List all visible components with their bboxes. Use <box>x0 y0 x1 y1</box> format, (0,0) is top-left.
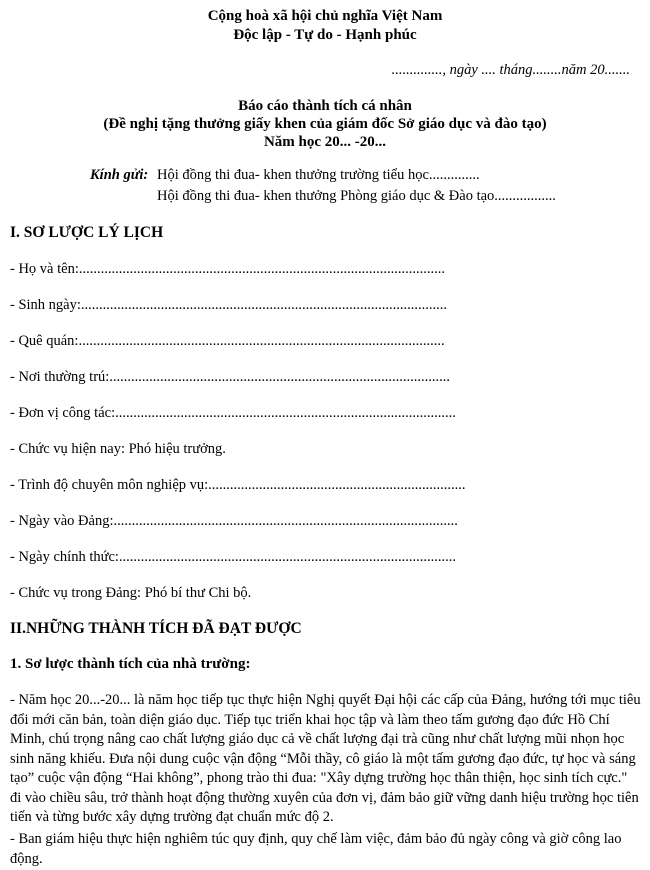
achievement-paragraph-2: - Ban giám hiệu thực hiện nghiêm túc quy định, quy chế làm việc, đảm bảo đủ ngày công và giờ công lao động. <box>10 831 622 867</box>
school-year: Năm học 20... -20... <box>263 134 387 150</box>
field-current-position: - Chức vụ hiện nay: Phó hiệu trưởng. <box>10 441 226 457</box>
section-1-heading: I. SƠ LƯỢC LÝ LỊCH <box>10 224 164 241</box>
field-qualification: - Trình độ chuyên môn nghiệp vụ:....................................................................... <box>10 477 466 493</box>
field-full-name: - Họ và tên:..................................................................................................... <box>10 261 445 277</box>
achievement-paragraph-1: - Năm học 20...-20... là năm học tiếp tục thực hiện Nghị quyết Đại hội các cấp của Đảng, hướng tới mục tiêu đổi mới căn bản, toàn diện giáo dục. Tiếp tục triển khai học tập và làm theo tấm gương đạo đức Hồ Chí Minh, chú trọng nâng cao chất lượng giáo dục cả về chất lượng đại trà cũng như chất lượng mũi nhọn học sinh năng khiếu. Đưa nội dung cuộc vận động “Mỗi thầy, cô giáo là một tấm gương đạo đức, tự học và sáng tạo” cuộc vận động “Hai không”, phong trào thi đua: "Xây dựng trường học thân thiện, học sinh tích cực." đi vào chiều sâu, trở thành hoạt động thường xuyên của đơn vị, đảm bảo giữ vững danh hiệu trường học tiên tiến và từng bước xây dựng trường đạt chuẩn mức độ 2. <box>10 692 641 825</box>
national-motto: Độc lập - Tự do - Hạnh phúc <box>233 27 417 43</box>
recipient-line-2: Hội đồng thi đua- khen thưởng Phòng giáo dục & Đào tạo................. <box>157 188 556 204</box>
recipient-line-1: Hội đồng thi đua- khen thưởng trường tiểu học.............. <box>157 167 480 183</box>
field-residence: - Nơi thường trú:.............................................................................................. <box>10 369 451 385</box>
report-subtitle: (Đề nghị tặng thưởng giấy khen của giám đốc Sở giáo dục và đào tạo) <box>103 116 547 132</box>
field-birth-date: - Sinh ngày:..................................................................................................... <box>10 297 448 313</box>
subsection-1-heading: 1. Sơ lược thành tích của nhà trường: <box>10 656 251 672</box>
field-party-position: - Chức vụ trong Đảng: Phó bí thư Chi bộ. <box>10 585 252 601</box>
field-party-join-date: - Ngày vào Đảng:............................................................................................... <box>10 513 458 529</box>
date-line: .............., ngày .... tháng........năm 20....... <box>391 62 630 78</box>
section-2-heading: II.NHỮNG THÀNH TÍCH ĐÃ ĐẠT ĐƯỢC <box>10 620 302 637</box>
field-hometown: - Quê quán:..................................................................................................... <box>10 333 445 349</box>
recipients-label: Kính gửi: <box>90 167 149 183</box>
country-name: Cộng hoà xã hội chủ nghĩa Việt Nam <box>207 8 443 24</box>
field-workplace: - Đơn vị công tác:.............................................................................................. <box>10 405 456 421</box>
report-title: Báo cáo thành tích cá nhân <box>238 98 412 114</box>
field-official-date: - Ngày chính thức:............................................................................................. <box>10 549 457 565</box>
